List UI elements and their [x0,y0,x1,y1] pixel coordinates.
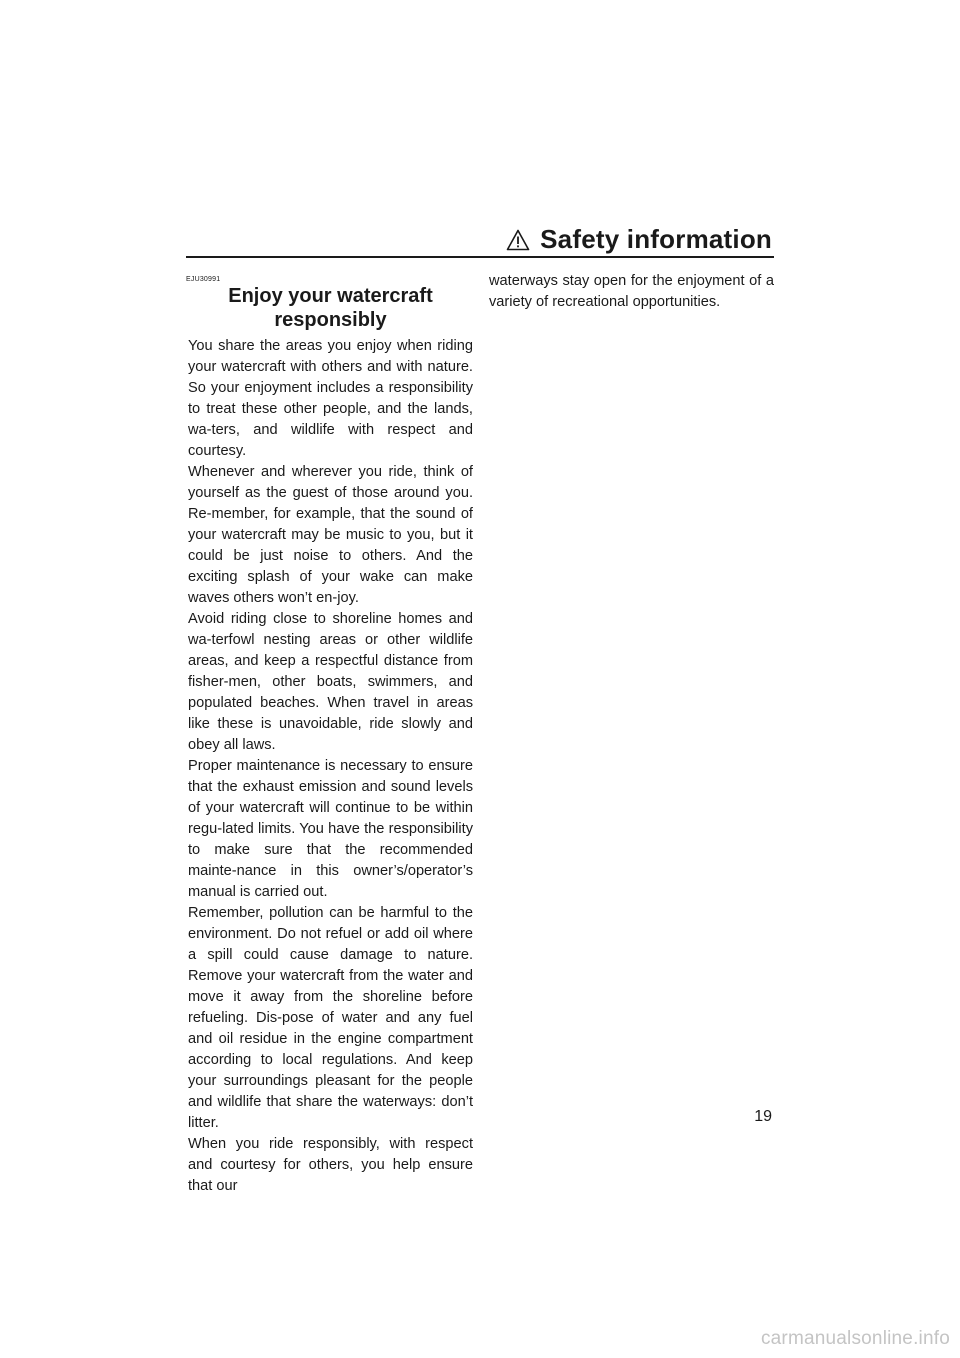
page-number: 19 [754,1108,772,1125]
paragraph-guest: Whenever and wherever you ride, think of yourself as the guest of those around you. Re-member, for example, that the sound of your watercraft may be music to you, but it could be just noise to others. And the exciting splash of your wake can make waves others won’t en-joy. [188,464,473,606]
paragraph-share-areas: You share the areas you enjoy when riding your watercraft with others and with nature. So your enjoyment includes a responsibility to treat these other people, and the lands, wa-ters, and wildlife with respect and courtesy. [188,338,473,459]
header-title [506,224,772,255]
paragraph-continuation: waterways stay open for the enjoyment of a variety of recreational opportunities. [489,273,774,310]
warning-triangle-icon [506,229,530,251]
section-code: EJU30991 [186,276,221,283]
paragraph-avoid-shoreline: Avoid riding close to shoreline homes and wa-terfowl nesting areas or other wildlife areas, and keep a respectful distance from fisher-men, other boats, swimmers, and populated beaches. When travel in areas like these is unavoidable, ride slowly and obey all laws. [188,611,473,753]
section-heading-line-2: responsibly [274,309,387,331]
header-title-text: Safety information [540,224,772,254]
section-heading [188,284,473,332]
paragraph-ride-responsibly: When you ride responsibly, with respect and courtesy for others, you help ensure that our [188,1136,473,1194]
page-header [186,222,774,258]
watermark-text: carmanualsonline.info [760,1328,950,1349]
paragraph-pollution: Remember, pollution can be harmful to the environment. Do not refuel or add oil where a spill could cause damage to nature. Remove your watercraft from the water and move it away from the shoreline before refueling. Dis-pose of water and any fuel and oil residue in the engine compartment according to local regulations. And keep your surroundings pleasant for the people and wildlife that share the waterways: don’t litter. [188,905,473,1131]
left-column [188,276,473,1197]
right-column [489,271,774,313]
paragraph-maintenance: Proper maintenance is necessary to ensure that the exhaust emission and sound levels of your watercraft will continue to be within regu-lated limits. You have the responsibility to make sure that the recommended mainte-nance in this owner’s/operator’s manual is carried out. [188,758,473,900]
section-heading-line-1: Enjoy your watercraft [228,285,433,307]
